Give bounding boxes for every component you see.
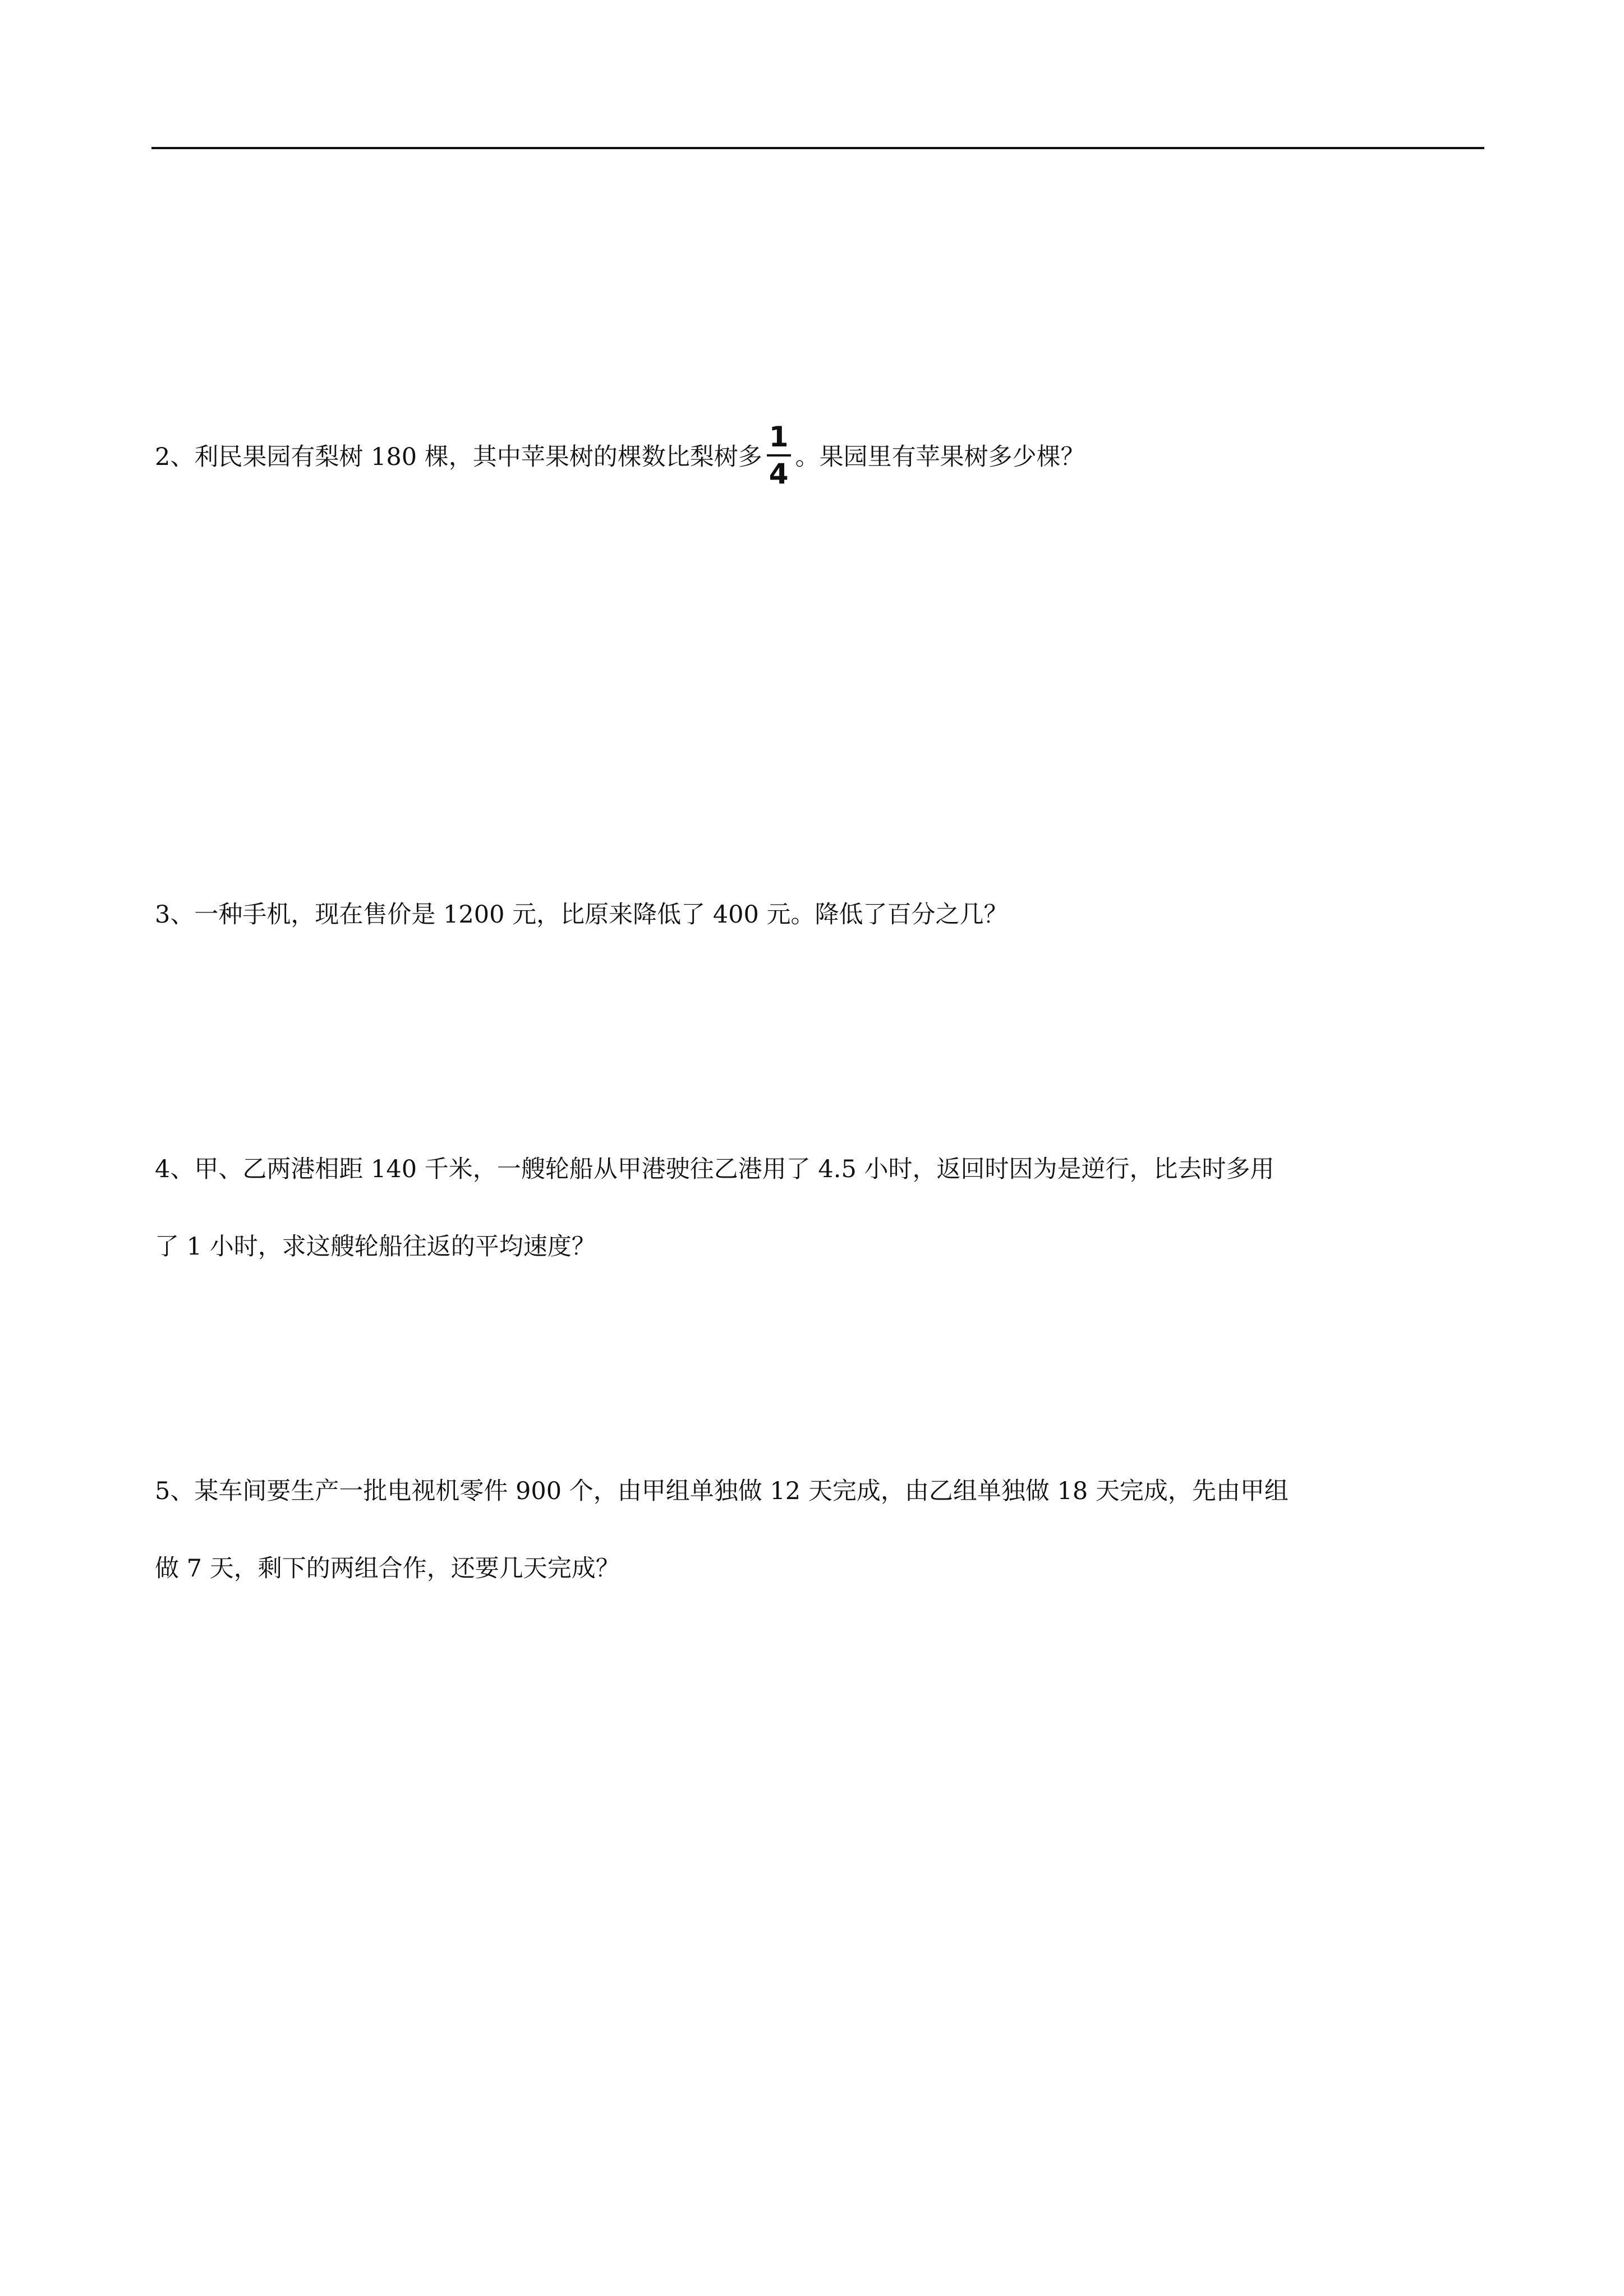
question-4-line-2: 了 1 小时，求这艘轮船往返的平均速度？ (155, 1233, 596, 1261)
question-2 (155, 418, 1484, 496)
question-5-line-2: 做 7 天，剩下的两组合作，还要几天完成？ (155, 1555, 620, 1583)
fraction-bar (767, 454, 791, 457)
header-rule (151, 147, 1484, 149)
question-5 (155, 1453, 1484, 1607)
question-4-line-1: 4、甲、乙两港相距 140 千米，一艘轮船从甲港驶往乙港用了 4.5 小时，返回时因为是逆行，比去时多用 (155, 1155, 1275, 1183)
question-5-line-1: 5、某车间要生产一批电视机零件 900 个，由甲组单独做 12 天完成，由乙组单独做 18 天完成，先由甲组 (155, 1477, 1289, 1505)
question-2-line-1 (155, 418, 1484, 496)
fraction-numerator: 1 (769, 421, 789, 453)
question-4 (155, 1131, 1484, 1285)
question-2-text-after: 。果园里有苹果树多少棵？ (795, 443, 1085, 471)
fraction-one-quarter (767, 423, 791, 488)
question-3-line-1: 3、一种手机，现在售价是 1200 元，比原来降低了 400 元。降低了百分之几？ (155, 901, 1008, 929)
question-3 (155, 876, 1484, 953)
fraction-denominator: 4 (769, 458, 789, 490)
question-2-text-before: 2、利民果园有梨树 180 棵，其中苹果树的棵数比梨树多 (155, 443, 762, 471)
